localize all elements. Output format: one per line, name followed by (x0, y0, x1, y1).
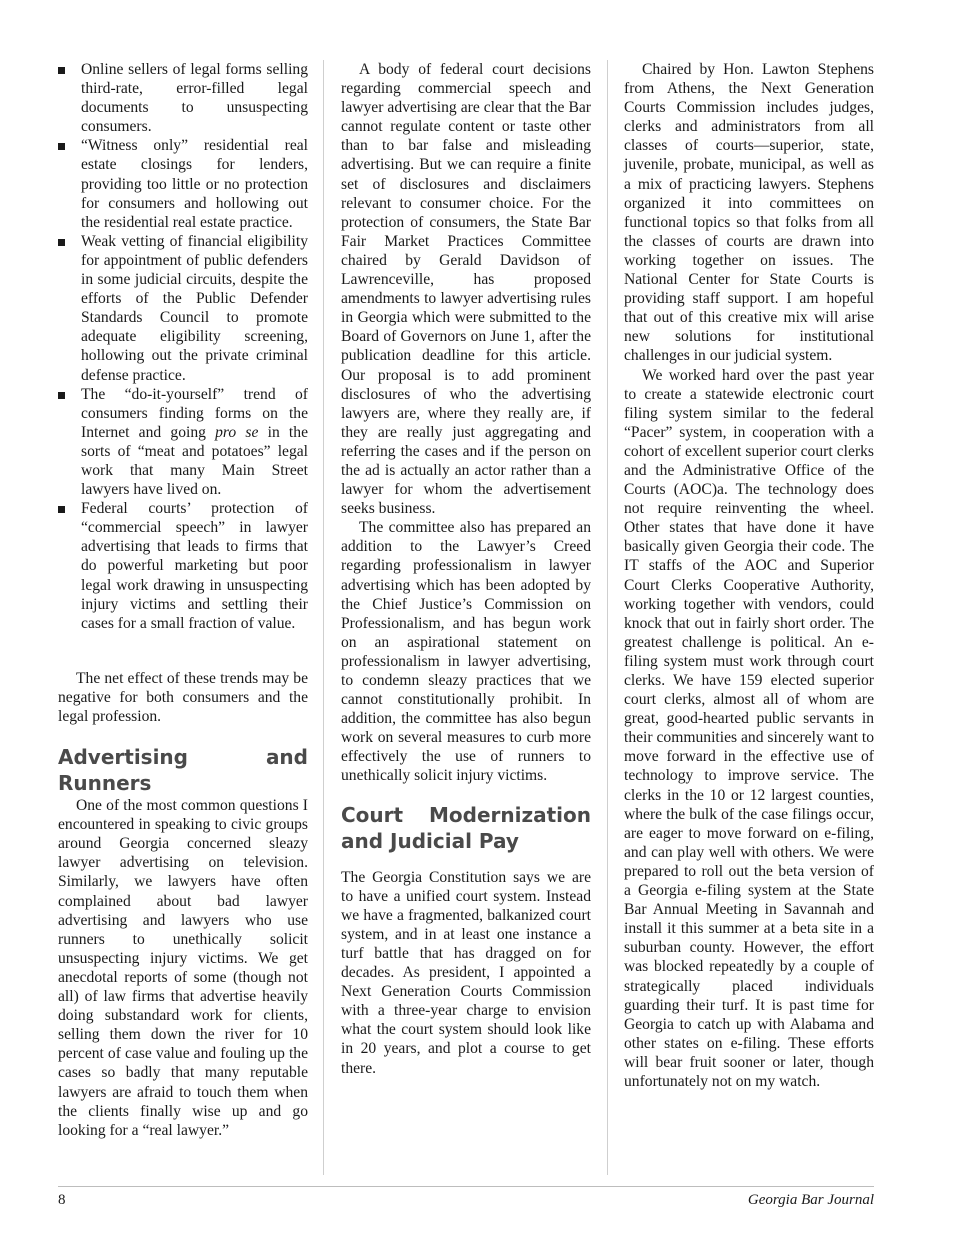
column-divider (323, 60, 324, 1175)
paragraph-federal-court: A body of federal court decisions regarding commercial speech and lawyer advertising are clear that the Bar cannot regulate content or taste other than to bar false and misleading advertising. But we can require a finite set of disclosures and disclaimers relevant to consumer choice. For the protection of consumers, the State Bar Fair Market Practices Committee chaired by Gerald Davidson of Lawrenceville, has proposed amendments to lawyer advertising rules in Georgia which were submitted to the Board of Governors on June 1, after the publication deadline for this article. Our proposal is to add prominent disclosures of who the advertising lawyers are, where they really are, if they are really just aggregating and referring the cases and if the person on the ad is actually an actor rather than a lawyer for whom the advertisement seeks business. (341, 61, 591, 518)
bullet-item (58, 385, 308, 500)
bullet-text: in the sorts of “meat and potatoes” legal work that many Main Street lawyers have lived on. (81, 423, 308, 499)
bullet-italic-text: pro se (215, 423, 259, 441)
paragraph-net-effect: The net effect of these trends may be negative for both consumers and the legal profession. (58, 669, 308, 725)
page-number: 8 (58, 1192, 66, 1208)
bullet-item: “Witness only” residential real estate closings for lenders, providing too little or no protection for consumers and hollowing out the residential real estate practice. (58, 136, 308, 231)
bullet-item: Weak vetting of financial eligibility for appointment of public defenders in some judicial circuits, despite the efforts of the Public Defender Standards Council to promote adequate eligibility screening, hollowing out the private criminal defense practice. (58, 232, 308, 385)
column-2 (341, 60, 591, 1078)
paragraph-chaired: Chaired by Hon. Lawton Stephens from Athens, the Next Generation Courts Commission includes judges, clerks and administrators from all classes of courts—superior, state, juvenile, probate, municipal, as well as a mix of practicing lawyers. Stephens organized it into committees on functional topics so that folks from all the classes of courts are drawn into working together on issues. The National Center for State Courts is providing staff support. I am hopeful that out of this creative mix will arise new solutions for institutional challenges in our judicial system. (624, 61, 874, 365)
bullet-item: Federal courts’ protection of “commercial speech” in lawyer advertising that leads to firms that do powerful marketing but poor legal work drawing in unsuspecting injury victims and settling their cases for a small fraction of value. (58, 499, 308, 633)
heading-advertising-runners: Advertising and Runners (58, 745, 308, 796)
journal-title: Georgia Bar Journal (747, 1192, 874, 1208)
footer-rule (58, 1186, 874, 1187)
column-divider (607, 60, 608, 1175)
paragraph-georgia-constitution: The Georgia Constitution says we are to have a unified court system. Instead we have a fragmented, balkanized court system, and in at least one instance a turf battle that has dragged on for decades. As president, I appointed a Next Generation Courts Commission with a three-year charge to envision what the court system should look like in 20 years, and plot a course to get there. (341, 868, 591, 1077)
column-3 (624, 60, 874, 1091)
bullet-text: The “do-it-yourself” trend of consumers finding forms on the Internet and going (81, 385, 308, 441)
paragraph-advertising: One of the most common questions I encountered in speaking to civic groups around Georgia concerned sleazy lawyer advertising on television. Similarly, we lawyers have often complained about bad lawyer advertising and lawyers who use runners to unethically solicit unsuspecting injury victims. We get anecdotal reports of some (though not all) of law firms that advertise heavily doing substandard work for clients, selling them down the river for 10 percent of case value and fouling up the cases so badly that many reputable lawyers are afraid to touch them when the clients finally wise up and go looking for a “real lawyer.” (58, 797, 308, 1139)
bullet-list (58, 60, 308, 633)
paragraph-efiling: We worked hard over the past year to create a statewide electronic court filing system similar to the federal “Pacer” system, in cooperation with a cohort of excellent superior court clerks and the Administrative Office of the Courts (AOC)a. The technology does not require reinventing the wheel. Other states that have done it have basically given Georgia their code. The IT staffs of the AOC and Superior Court Clerks Cooperative Authority, working together with vendors, could knock that out in fairly short order. The greatest challenge is political. An e-filing system must work through court clerks. We have 159 elected superior court clerks, almost all of whom are great, good-hearted public servants in their communities and sincerely want to move forward in the effective use of technology to improve service. The clerks in the 10 or 12 largest counties, where the bulk of the case filings occur, are eager to move forward on e-filing, and can play well with others. We were prepared to roll out the beta version of a Georgia e-filing system at the State Bar Annual Meeting in Savannah and install it this summer at a beta site in a suburban county. However, the effort was blocked repeatedly by a couple of strategically placed individuals guarding their turf. It is past time for Georgia to catch up with Alabama and other states on e-filing. These efforts will bear fruit sooner or later, though unfortunately not on my watch. (624, 366, 874, 1090)
paragraph-committee: The committee also has prepared an addition to the Lawyer’s Creed regarding professionalism in lawyer advertising which has been adopted by the Chief Justice’s Commission on Professionalism, and has begun work on an aspirational statement on professionalism in lawyer advertising, to condemn sleazy practices that we cannot constitutionally prohibit. In addition, the committee has also begun work on several measures to curb more effectively the use of runners to unethically solicit injury victims. (341, 519, 591, 785)
column-1 (58, 60, 308, 1140)
heading-court-modernization: Court Modernization and Judicial Pay (341, 802, 591, 853)
bullet-item: Online sellers of legal forms selling third-rate, error-filled legal documents to unsuspecting consumers. (58, 60, 308, 136)
